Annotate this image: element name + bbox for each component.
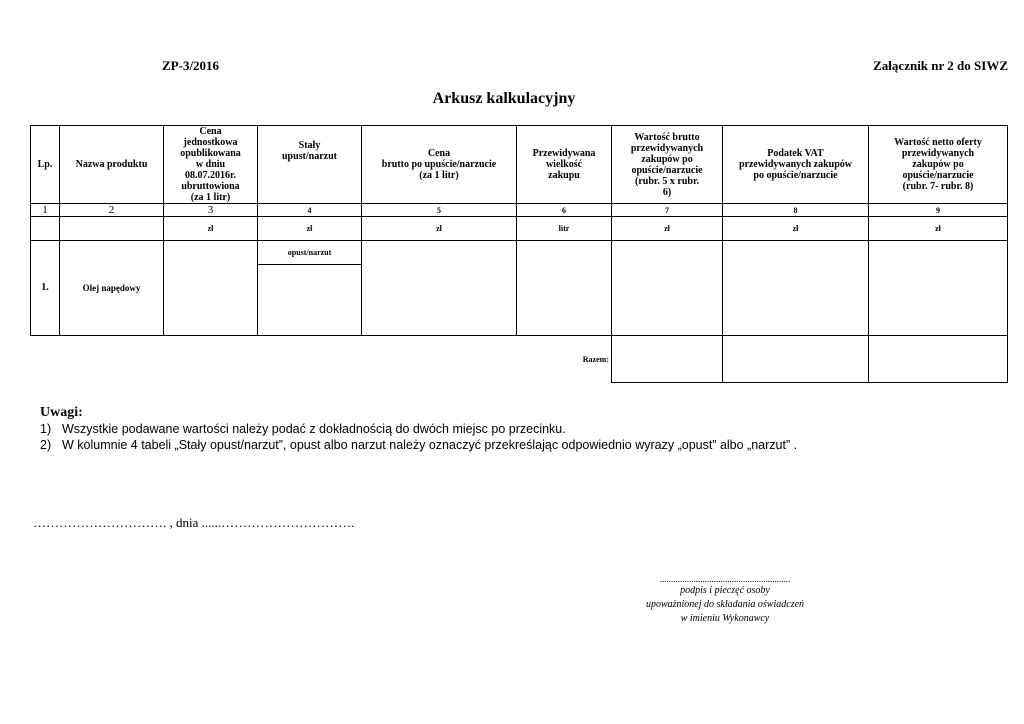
column-number-row bbox=[31, 204, 1008, 217]
header-line: przewidywanych bbox=[901, 148, 975, 159]
note-number: 2) bbox=[40, 438, 52, 452]
note-text: Wszystkie podawane wartości należy podać z dokładnością do dwóch miejsc po przecinku. bbox=[62, 422, 566, 436]
unit-cell: zł bbox=[362, 217, 517, 241]
column-number: 2 bbox=[60, 204, 164, 217]
note-item bbox=[40, 421, 797, 437]
header-line: Wartość netto oferty bbox=[894, 137, 982, 148]
notes-heading: Uwagi: bbox=[40, 405, 83, 420]
unit-cell: zł bbox=[869, 217, 1008, 241]
signature-dots: .......................................................... bbox=[659, 574, 791, 584]
row-net-value-cell[interactable] bbox=[869, 241, 1008, 336]
column-number: 3 bbox=[164, 204, 258, 217]
total-label: Razem: bbox=[31, 336, 612, 383]
document-number: ZP-3/2016 bbox=[162, 58, 220, 73]
header-line: przewidywanych bbox=[630, 142, 704, 154]
header-line: ubruttowiona bbox=[181, 181, 240, 192]
row-discount-value-cell[interactable] bbox=[258, 265, 362, 336]
header-product-name: Nazwa produktu bbox=[60, 126, 164, 204]
header-line: Przewidywana bbox=[532, 148, 596, 159]
column-number: 7 bbox=[612, 204, 723, 217]
column-number: 6 bbox=[517, 204, 612, 217]
header-line: 08.07.2016r. bbox=[184, 170, 237, 181]
header-row bbox=[31, 126, 1008, 204]
header-published-price bbox=[164, 126, 258, 204]
header-line: Cena bbox=[199, 126, 222, 137]
column-number: 1 bbox=[31, 204, 60, 217]
signature-line: podpis i pieczęć osoby bbox=[680, 585, 770, 596]
header-line: w dniu bbox=[195, 159, 226, 170]
header-line: (za 1 litr) bbox=[419, 170, 459, 181]
header-line: po opuście/narzucie bbox=[753, 170, 838, 181]
total-row bbox=[31, 336, 1008, 383]
header-line: brutto po upuście/narzucie bbox=[381, 159, 497, 170]
place-date-line: …………………………. , dnia ......…………………………. bbox=[33, 515, 355, 530]
unit-cell bbox=[60, 217, 164, 241]
column-number: 4 bbox=[258, 204, 362, 217]
header-line: Podatek VAT bbox=[767, 148, 824, 159]
header-line: opuście/narzucie bbox=[631, 164, 703, 176]
notes-section bbox=[40, 405, 797, 453]
header-line: (za 1 litr) bbox=[190, 192, 231, 203]
note-item bbox=[40, 437, 797, 453]
row-vat-cell[interactable] bbox=[723, 241, 869, 336]
header-net-value bbox=[869, 126, 1008, 204]
unit-cell: zł bbox=[258, 217, 362, 241]
header-vat bbox=[723, 126, 869, 204]
row-gross-value-cell[interactable] bbox=[612, 241, 723, 336]
header-line: (rubr. 5 x rubr. bbox=[635, 175, 699, 187]
unit-cell: zł bbox=[612, 217, 723, 241]
signature-line: upoważnionej do składania oświadczeń bbox=[645, 599, 805, 610]
column-number: 8 bbox=[723, 204, 869, 217]
header-line: (rubr. 7- rubr. 8) bbox=[902, 181, 974, 192]
header-line: Wartość brutto bbox=[634, 131, 700, 143]
header-gross-value bbox=[612, 126, 723, 204]
header-line: opublikowana bbox=[180, 148, 241, 159]
header-estimated-quantity bbox=[517, 126, 612, 204]
header-line: zakupów po bbox=[641, 153, 693, 165]
column-number: 5 bbox=[362, 204, 517, 217]
product-row bbox=[31, 241, 1008, 265]
page-title: Arkusz kalkulacyjny bbox=[432, 90, 576, 107]
header-line: opuście/narzucie bbox=[902, 170, 974, 181]
column-number: 9 bbox=[869, 204, 1008, 217]
header-line: zakupu bbox=[548, 170, 580, 181]
row-quantity-cell[interactable] bbox=[517, 241, 612, 336]
note-text: W kolumnie 4 tabeli „Stały opust/narzut”, opust albo narzut należy oznaczyć przekreślając odpowiednio wyrazy „opust” albo „narzut” . bbox=[62, 438, 798, 452]
header-line: 6) bbox=[662, 186, 672, 198]
header-lp: Lp. bbox=[31, 126, 60, 204]
header-line: wielkość bbox=[545, 159, 583, 170]
row-gross-price-cell[interactable] bbox=[362, 241, 517, 336]
row-discount-label[interactable]: opust/narzut bbox=[258, 241, 362, 265]
total-gross-value-cell[interactable] bbox=[612, 336, 723, 383]
unit-cell: zł bbox=[164, 217, 258, 241]
row-lp: 1. bbox=[31, 241, 60, 336]
row-product-name: Olej napędowy bbox=[60, 241, 164, 336]
header-line: Cena bbox=[427, 148, 451, 159]
signature-line: w imieniu Wykonawcy bbox=[680, 613, 770, 624]
unit-cell bbox=[31, 217, 60, 241]
attachment-label: Załącznik nr 2 do SIWZ bbox=[873, 58, 1008, 73]
header-fixed-discount bbox=[258, 126, 362, 204]
header-line: upust/narzut bbox=[281, 151, 337, 162]
units-row bbox=[31, 217, 1008, 241]
unit-cell: zł bbox=[723, 217, 869, 241]
row-published-price-cell[interactable] bbox=[164, 241, 258, 336]
header-gross-price-after-discount bbox=[362, 126, 517, 204]
total-vat-cell[interactable] bbox=[723, 336, 869, 383]
calculation-table bbox=[30, 125, 1008, 383]
note-number: 1) bbox=[40, 422, 52, 436]
header-line: zakupów po bbox=[912, 159, 964, 170]
header-line: jednostkowa bbox=[183, 137, 238, 148]
total-net-value-cell[interactable] bbox=[869, 336, 1008, 383]
unit-cell: litr bbox=[517, 217, 612, 241]
signature-block bbox=[620, 574, 830, 626]
header-line: Stały bbox=[298, 140, 321, 151]
header-line: przewidywanych zakupów bbox=[738, 159, 853, 170]
